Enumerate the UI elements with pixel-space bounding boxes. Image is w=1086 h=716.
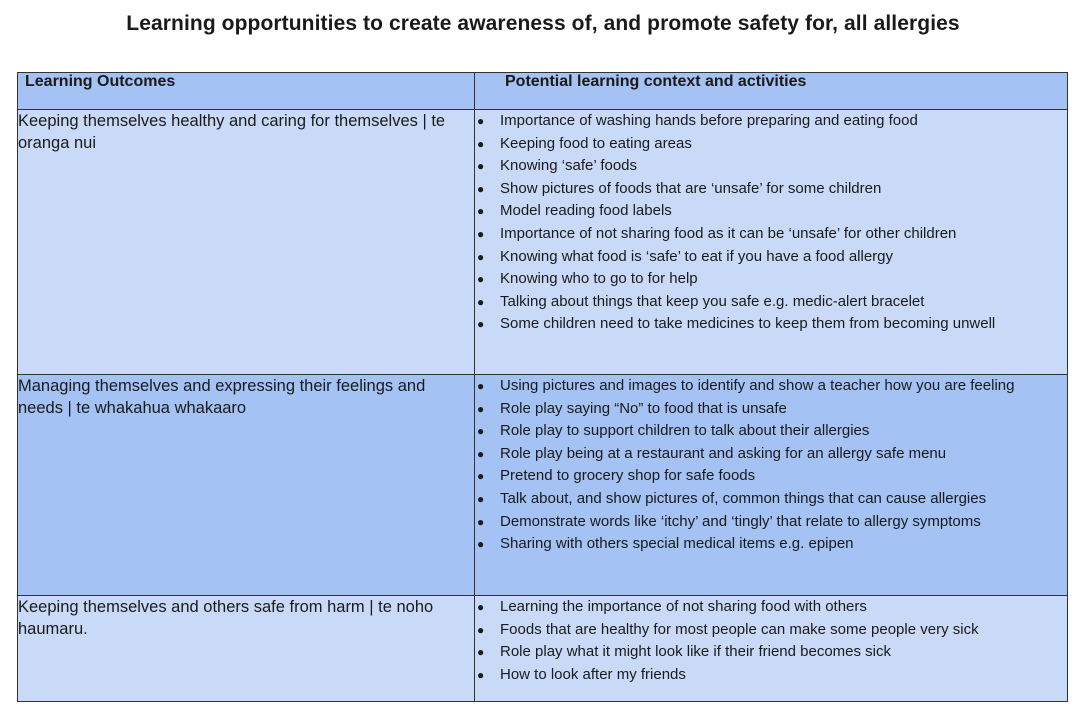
list-item: ● Some children need to take medicines to keep them from becoming unwell xyxy=(475,313,1067,336)
bullet-icon: ● xyxy=(477,226,485,241)
header-learning-activities: Potential learning context and activities xyxy=(475,73,1068,110)
list-item: ● Role play to support children to talk about their allergies xyxy=(475,420,1067,443)
bullet-icon: ● xyxy=(477,645,485,660)
list-item: ● Show pictures of foods that are ‘unsafe’ for some children xyxy=(475,178,1067,201)
outcome-cell: Keeping themselves and others safe from harm | te noho haumaru. xyxy=(18,596,475,702)
outcome-cell: Managing themselves and expressing their feelings and needs | te whakahua whakaaro xyxy=(18,375,475,596)
list-item: ● Foods that are healthy for most people can make some people very sick xyxy=(475,619,1067,642)
bullet-icon: ● xyxy=(477,159,485,174)
bullet-icon: ● xyxy=(477,667,485,682)
list-item: ● Keeping food to eating areas xyxy=(475,133,1067,156)
list-item: ● Knowing what food is ‘safe’ to eat if you have a food allergy xyxy=(475,246,1067,269)
list-item: ● How to look after my friends xyxy=(475,664,1067,687)
bullet-icon: ● xyxy=(477,600,485,614)
table-row xyxy=(18,375,1068,596)
header-learning-outcomes: Learning Outcomes xyxy=(18,73,475,110)
activity-list xyxy=(475,110,1067,336)
outcome-cell: Keeping themselves healthy and caring for themselves | te oranga nui xyxy=(18,110,475,375)
bullet-icon: ● xyxy=(477,249,485,264)
bullet-icon: ● xyxy=(477,491,485,506)
list-item: ● Role play being at a restaurant and asking for an allergy safe menu xyxy=(475,443,1067,466)
activities-cell xyxy=(475,596,1068,702)
list-item: ● Role play what it might look like if their friend becomes sick xyxy=(475,641,1067,664)
list-item: ● Talk about, and show pictures of, common things that can cause allergies xyxy=(475,488,1067,511)
bullet-icon: ● xyxy=(477,114,485,128)
list-item: ● Talking about things that keep you safe e.g. medic-alert bracelet xyxy=(475,291,1067,314)
bullet-icon: ● xyxy=(477,204,485,219)
bullet-icon: ● xyxy=(477,294,485,309)
list-item: ● Pretend to grocery shop for safe foods xyxy=(475,465,1067,488)
bullet-icon: ● xyxy=(477,379,485,393)
activity-list xyxy=(475,375,1067,556)
list-item: ● Sharing with others special medical items e.g. epipen xyxy=(475,533,1067,556)
learning-table xyxy=(17,72,1068,702)
page-title: Learning opportunities to create awareness of, and promote safety for, all allergies xyxy=(126,12,960,35)
table-row xyxy=(18,110,1068,375)
bullet-icon: ● xyxy=(477,446,485,461)
list-item: ● Role play saying “No” to food that is unsafe xyxy=(475,398,1067,421)
list-item: ● Model reading food labels xyxy=(475,200,1067,223)
table-row xyxy=(18,596,1068,702)
bullet-icon: ● xyxy=(477,537,485,552)
list-item: ● Using pictures and images to identify and show a teacher how you are feeling xyxy=(475,375,1067,398)
activity-list xyxy=(475,596,1067,686)
bullet-icon: ● xyxy=(477,514,485,529)
list-item: ● Importance of not sharing food as it can be ‘unsafe’ for other children xyxy=(475,223,1067,246)
bullet-icon: ● xyxy=(477,181,485,196)
list-item: ● Learning the importance of not sharing food with others xyxy=(475,596,1067,619)
bullet-icon: ● xyxy=(477,424,485,439)
bullet-icon: ● xyxy=(477,272,485,287)
bullet-icon: ● xyxy=(477,136,485,151)
activities-cell xyxy=(475,110,1068,375)
bullet-icon: ● xyxy=(477,469,485,484)
table-header-row xyxy=(18,73,1068,110)
bullet-icon: ● xyxy=(477,622,485,637)
list-item: ● Knowing ‘safe’ foods xyxy=(475,155,1067,178)
bullet-icon: ● xyxy=(477,401,485,416)
list-item: ● Demonstrate words like ‘itchy’ and ‘tingly’ that relate to allergy symptoms xyxy=(475,511,1067,534)
activities-cell xyxy=(475,375,1068,596)
list-item: ● Importance of washing hands before preparing and eating food xyxy=(475,110,1067,133)
list-item: ● Knowing who to go to for help xyxy=(475,268,1067,291)
bullet-icon: ● xyxy=(477,317,485,332)
